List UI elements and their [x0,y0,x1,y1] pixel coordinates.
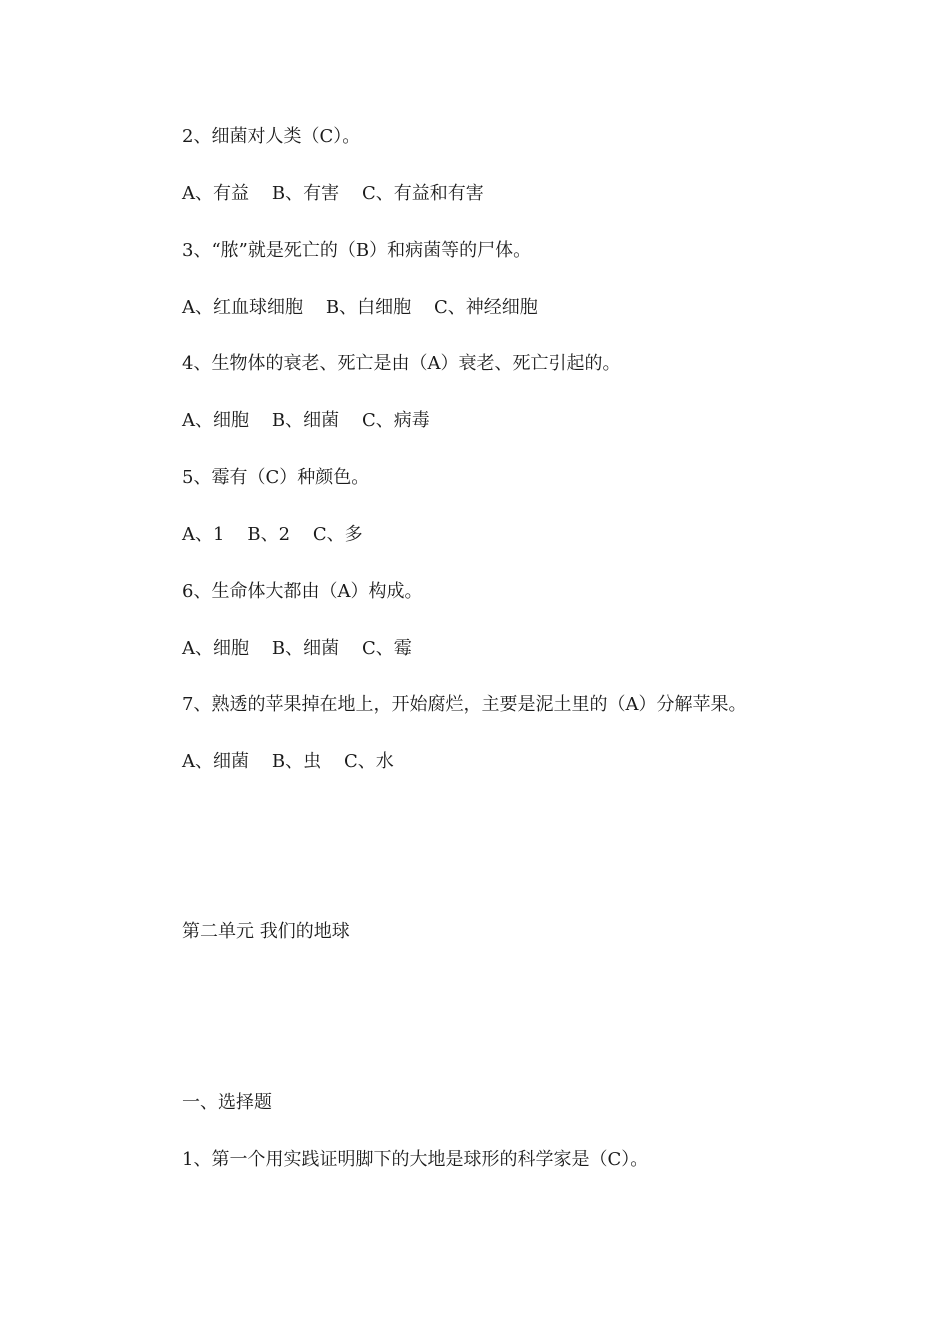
question-1: 1、第一个用实践证明脚下的大地是球形的科学家是（C）。 [182,1149,649,1170]
question-7-options: A、细菌 B、虫 C、水 [182,751,394,772]
question-3-options: A、红血球细胞 B、白细胞 C、神经细胞 [182,297,538,318]
question-7: 7、熟透的苹果掉在地上，开始腐烂，主要是泥土里的（A）分解苹果。 [182,694,747,715]
unit-heading: 第二单元 我们的地球 [182,921,350,942]
question-5: 5、霉有（C）种颜色。 [182,467,370,488]
question-4: 4、生物体的衰老、死亡是由（A）衰老、死亡引起的。 [182,353,621,374]
question-6: 6、生命体大都由（A）构成。 [182,581,423,602]
section-heading: 一、选择题 [182,1092,272,1113]
question-4-options: A、细胞 B、细菌 C、病毒 [182,410,430,431]
question-3: 3、“脓”就是死亡的（B）和病菌等的尸体。 [182,240,532,261]
question-6-options: A、细胞 B、细菌 C、霉 [182,638,412,659]
question-5-options: A、1 B、2 C、多 [182,524,363,545]
question-2: 2、细菌对人类（C）。 [182,126,361,147]
question-2-options: A、有益 B、有害 C、有益和有害 [182,183,484,204]
